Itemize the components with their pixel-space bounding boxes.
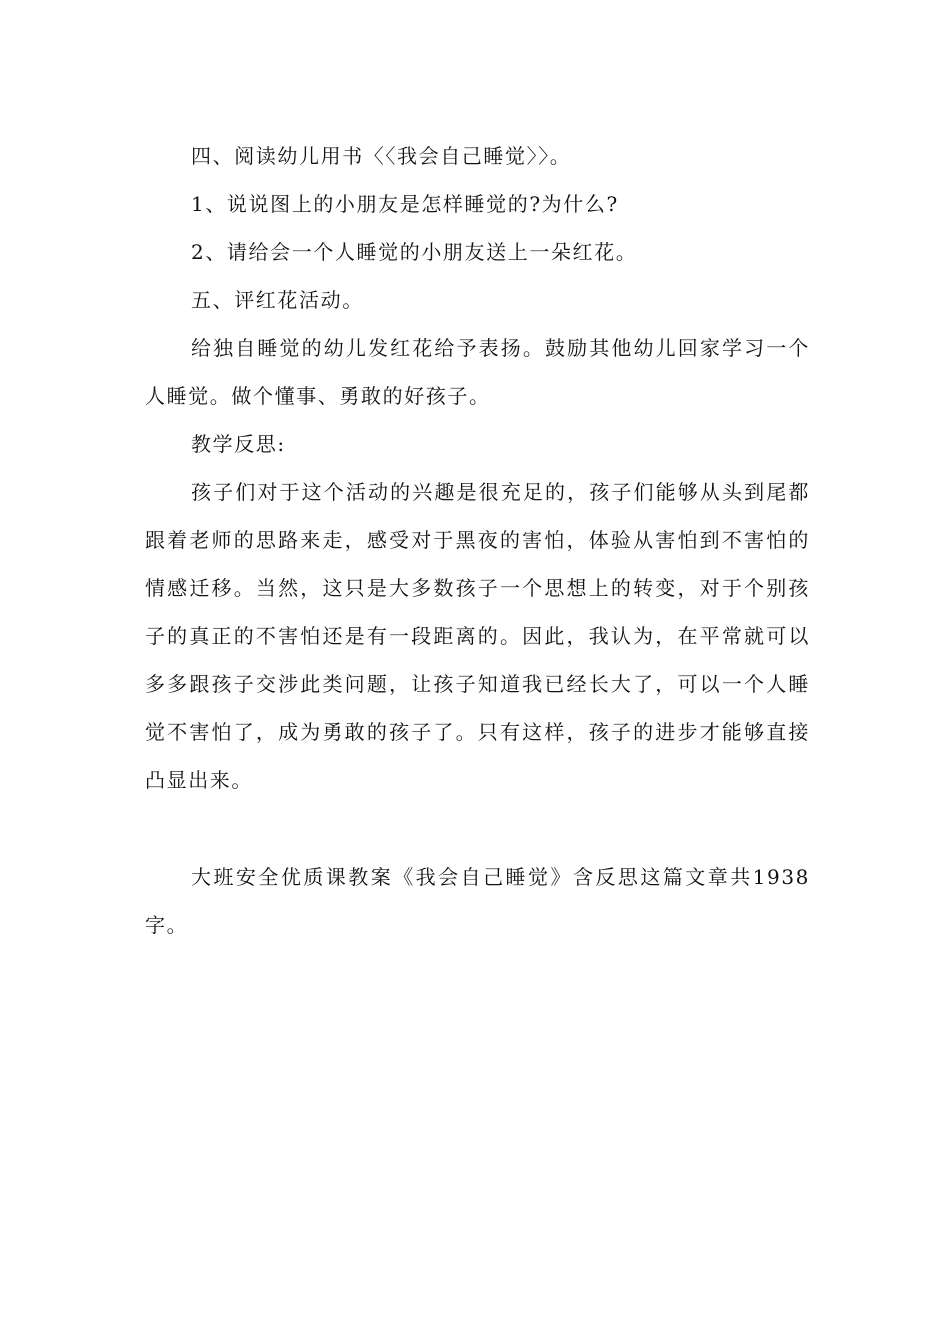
section-heading-evaluation: 五、评红花活动。 (191, 288, 364, 312)
list-item-step-1: 1、说说图上的小朋友是怎样睡觉的?为什么? (191, 192, 619, 216)
article-word-count-note: 大班安全优质课教案《我会自己睡觉》含反思这篇文章共1938字。 (145, 865, 810, 937)
document-body (145, 132, 810, 949)
reflection-heading: 教学反思: (191, 432, 286, 456)
reflection-paragraph: 孩子们对于这个活动的兴趣是很充足的，孩子们能够从头到尾都跟着老师的思路来走，感受对于黑夜的害怕，体验从害怕到不害怕的情感迁移。当然，这只是大多数孩子一个思想上的转变，对于个别孩子的真正的不害怕还是有一段距离的。因此，我认为，在平常就可以多多跟孩子交涉此类问题，让孩子知道我已经长大了，可以一个人睡觉不害怕了，成为勇敢的孩子了。只有这样，孩子的进步才能够直接凸显出来。 (145, 480, 810, 792)
list-item-step-2: 2、请给会一个人睡觉的小朋友送上一朵红花。 (191, 240, 638, 264)
evaluation-paragraph: 给独自睡觉的幼儿发红花给予表扬。鼓励其他幼儿回家学习一个人睡觉。做个懂事、勇敢的好孩子。 (145, 336, 810, 408)
section-heading-reading: 四、阅读幼儿用书〈〈我会自己睡觉〉〉。 (191, 144, 572, 168)
